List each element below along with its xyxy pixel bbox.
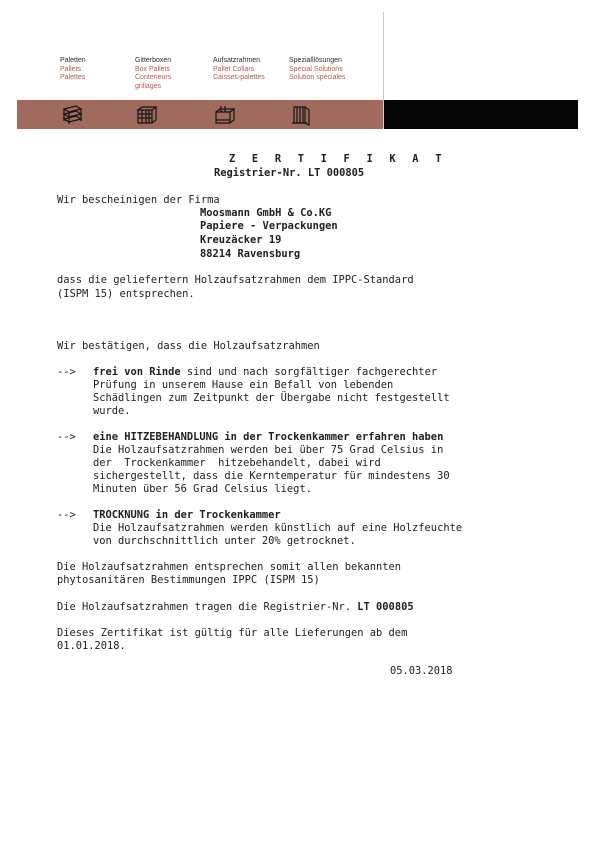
validity-line: Dieses Zertifikat ist gültig für alle Lieferungen ab dem [57, 627, 408, 639]
point-line: von durchschnittlich unter 20% getrocknet. [93, 535, 356, 547]
category-subtitle: Pallets [60, 65, 82, 73]
category-pallet-collars [213, 57, 265, 83]
confirm-intro: Wir bestätigen, dass die Holzaufsatzrahmen [57, 340, 320, 352]
point-line: Schädlingen zum Zeitpunkt der Übergabe nicht festgestellt [93, 392, 450, 404]
point-line: Die Holzaufsatzrahmen werden künstlich auf eine Holzfeuchte [93, 522, 463, 534]
category-subtitle: Conteneurs [135, 74, 172, 82]
category-special-solutions [289, 57, 345, 83]
registration-sentence-text: Die Holzaufsatzrahmen tragen die Registrier-Nr. [57, 601, 358, 613]
arrow-marker: --> [57, 366, 76, 378]
category-title: Paletten [60, 57, 86, 64]
validity-line: 01.01.2018. [57, 640, 126, 652]
category-subtitle: Box Pallets [135, 65, 171, 73]
pallet-icon [60, 103, 84, 127]
certificate-title: Z E R T I F I K A T [229, 153, 447, 165]
arrow-marker: --> [57, 431, 76, 443]
point-heading [93, 366, 437, 379]
category-title: Spezialllösungen [289, 57, 342, 64]
conformity-line: (ISPM 15) entsprechen. [57, 288, 195, 300]
registration-sentence [57, 601, 414, 614]
point-line: Prüfung in unserem Hause ein Befall von lebenden [93, 379, 394, 391]
conformity-line: dass die geliefertern Holzaufsatzrahmen dem IPPC-Standard [57, 274, 414, 286]
company-city: 88214 Ravensburg [200, 248, 301, 260]
category-subtitle: Special Solutions [289, 65, 343, 73]
letterhead-band-black [384, 100, 578, 129]
point-line: sichergestellt, dass die Kerntemperatur für mindestens 30 [93, 470, 450, 482]
category-title: Aufsatzrahmen [213, 57, 261, 64]
arrow-marker: --> [57, 509, 76, 521]
certificate-date: 05.03.2018 [390, 665, 453, 677]
category-subtitle: grillagés [135, 82, 162, 90]
category-pallets [60, 57, 86, 83]
point-heading-rest: sind und nach sorgfältiger fachgerechter [180, 366, 438, 378]
point-heading-bold: frei von Rinde [93, 366, 181, 378]
intro-text: Wir bescheinigen der Firma [57, 194, 220, 206]
company-name: Moosmann GmbH & Co.KG [200, 207, 332, 219]
point-heading-bold: eine HITZEBEHANDLUNG in der Trockenkammer erfahren haben [93, 431, 444, 443]
point-line: wurde. [93, 405, 131, 417]
point-line: Die Holzaufsatzrahmen werden bei über 75 Grad Celsius in [93, 444, 444, 456]
compliance-line: Die Holzaufsatzrahmen entsprechen somit allen bekannten [57, 561, 402, 573]
category-box-pallets [135, 57, 171, 91]
compliance-line: phytosanitären Bestimmungen IPPC (ISPM 15) [57, 574, 320, 586]
category-subtitle: Palettes [60, 74, 86, 82]
registration-heading: Registrier-Nr. LT 000805 [214, 167, 365, 179]
special-solution-icon [289, 103, 313, 127]
letterhead-band [17, 100, 383, 129]
category-title: Gitterboxen [135, 57, 172, 64]
registration-number: LT 000805 [357, 601, 414, 613]
company-division: Papiere - Verpackungen [200, 220, 338, 232]
category-subtitle: Solution spéciales [289, 74, 346, 82]
point-line: Minuten über 56 Grad Celsius liegt. [93, 483, 312, 495]
box-pallet-icon [135, 103, 159, 127]
point-heading-bold: TROCKNUNG in der Trockenkammer [93, 509, 281, 521]
category-subtitle: Pallet Collars [213, 65, 255, 73]
point-line: der Trockenkammer hitzebehandelt, dabei wird [93, 457, 381, 469]
company-street: Kreuzäcker 19 [200, 234, 282, 246]
category-subtitle: Caisses-palettes [213, 74, 265, 82]
pallet-collar-icon [213, 103, 237, 127]
